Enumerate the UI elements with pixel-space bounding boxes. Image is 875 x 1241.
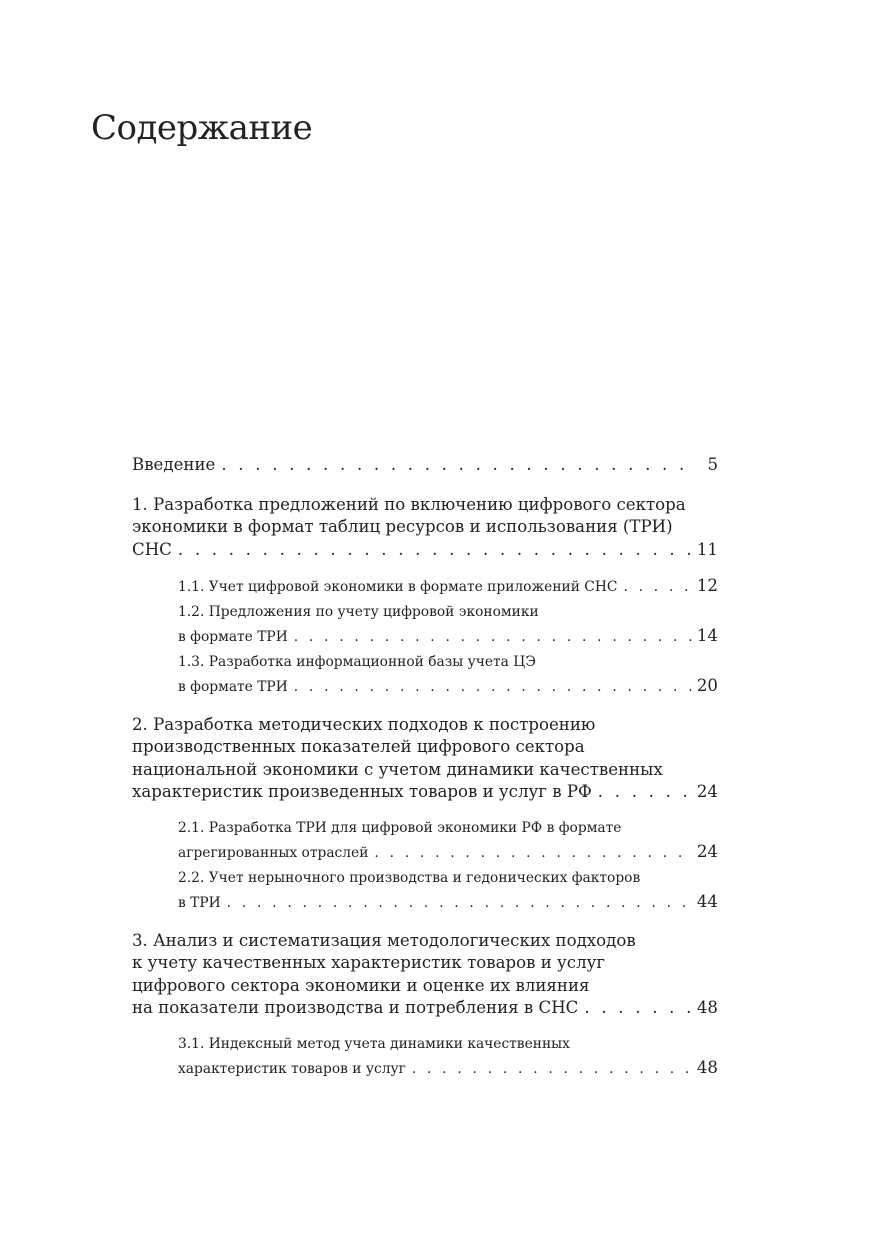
dot-leader bbox=[227, 892, 692, 916]
toc-entry-section-3-1[interactable] bbox=[178, 1033, 718, 1082]
toc-entry-title-line: национальной экономики с учетом динамики качественных bbox=[132, 759, 663, 779]
page-title: Содержание bbox=[91, 108, 313, 148]
dot-leader bbox=[584, 997, 692, 1020]
toc-entry-title-line: характеристик товаров и услуг bbox=[178, 1061, 406, 1077]
toc-page-number: 44 bbox=[696, 892, 718, 911]
toc-entry-title-line: 2.2. Учет нерыночного производства и гедонических факторов bbox=[178, 869, 641, 886]
dot-leader bbox=[374, 842, 692, 866]
toc-entry-title: Введение bbox=[132, 455, 216, 474]
dot-leader bbox=[294, 676, 692, 700]
toc-entry-chapter-3[interactable] bbox=[132, 930, 718, 1020]
toc-entry-section-2-1[interactable] bbox=[178, 817, 718, 866]
toc-entry-intro[interactable] bbox=[132, 454, 718, 477]
toc-entry-section-1-3[interactable] bbox=[178, 651, 718, 700]
toc-page-number: 48 bbox=[696, 1058, 718, 1077]
toc-entry-title-line: СНС bbox=[132, 539, 172, 559]
toc-entry-chapter-2[interactable] bbox=[132, 714, 718, 804]
toc-entry-title-line: 3. Анализ и систематизация методологических подходов bbox=[132, 930, 636, 950]
dot-leader bbox=[178, 539, 692, 562]
toc-entry-title-line: 1. Разработка предложений по включению цифрового сектора bbox=[132, 494, 686, 514]
toc-page-number: 12 bbox=[696, 576, 718, 595]
toc-entry-title-line: экономики в формат таблиц ресурсов и использования (ТРИ) bbox=[132, 517, 673, 536]
toc-page-number: 20 bbox=[696, 676, 718, 695]
dot-leader bbox=[412, 1058, 692, 1082]
toc-entry-title-line: 1.3. Разработка информационной базы учета ЦЭ bbox=[178, 653, 536, 670]
toc-entry-title-line: на показатели производства и потребления в СНС bbox=[132, 998, 579, 1017]
dot-leader bbox=[598, 781, 692, 804]
toc-entry-title-line: 2.1. Разработка ТРИ для цифровой экономики РФ в формате bbox=[178, 819, 622, 836]
toc-entry-title-line: 3.1. Индексный метод учета динамики качественных bbox=[178, 1035, 570, 1052]
toc-entry-title-line: 1.2. Предложения по учету цифровой экономики bbox=[178, 603, 539, 620]
toc-page-number: 24 bbox=[696, 842, 718, 861]
toc-entry-title-line: в формате ТРИ bbox=[178, 679, 288, 695]
table-of-contents bbox=[132, 454, 718, 1083]
toc-entry-title-line: характеристик произведенных товаров и услуг в РФ bbox=[132, 782, 592, 801]
toc-page-number: 11 bbox=[696, 539, 718, 559]
toc-entry-section-2-2[interactable] bbox=[178, 867, 718, 916]
toc-entry-section-1-2[interactable] bbox=[178, 601, 718, 650]
toc-entry-title-line: в ТРИ bbox=[178, 895, 221, 911]
toc-page-number: 14 bbox=[696, 626, 718, 645]
toc-entry-title-line: агрегированных отраслей bbox=[178, 845, 369, 861]
dot-leader bbox=[294, 626, 692, 650]
toc-entry-title-line: 2. Разработка методических подходов к построению bbox=[132, 714, 596, 734]
toc-entry-title-line: цифрового сектора экономики и оценке их влияния bbox=[132, 975, 590, 995]
toc-entry-title-line: в формате ТРИ bbox=[178, 629, 288, 645]
toc-entry-title-line: 1.1. Учет цифровой экономики в формате приложений СНС bbox=[178, 579, 618, 595]
toc-page-number: 5 bbox=[707, 455, 718, 474]
toc-page-number: 24 bbox=[696, 782, 718, 801]
dot-leader bbox=[623, 576, 692, 600]
toc-entry-chapter-1[interactable] bbox=[132, 494, 718, 562]
toc-entry-title-line: производственных показателей цифрового сектора bbox=[132, 737, 585, 756]
toc-entry-title-line: к учету качественных характеристик товаров и услуг bbox=[132, 953, 606, 972]
toc-page-number: 48 bbox=[696, 998, 718, 1017]
toc-entry-section-1-1[interactable] bbox=[178, 574, 718, 600]
dot-leader bbox=[221, 454, 692, 477]
